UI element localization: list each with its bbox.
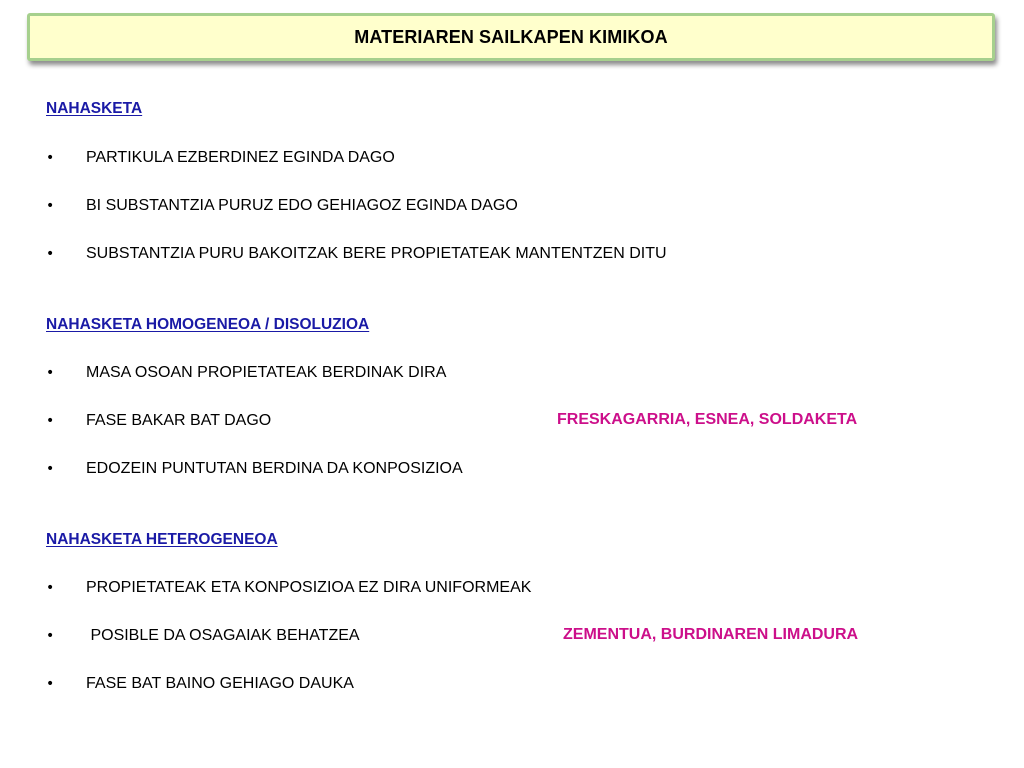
bullet-icon: • bbox=[46, 580, 55, 596]
section-heading-heterogeneoa: NAHASKETA HETEROGENEOA bbox=[46, 531, 278, 548]
list-item bbox=[46, 673, 354, 695]
list-item bbox=[46, 625, 360, 647]
homogeneoa-examples: FRESKAGARRIA, ESNEA, SOLDAKETA bbox=[557, 411, 858, 428]
list-item bbox=[46, 362, 446, 384]
list-item-text: PARTIKULA EZBERDINEZ EGINDA DAGO bbox=[86, 149, 395, 166]
title-box bbox=[27, 13, 995, 61]
bullet-icon: • bbox=[46, 198, 55, 214]
list-item bbox=[46, 195, 518, 217]
section-heading-nahasketa: NAHASKETA bbox=[46, 100, 143, 117]
list-item bbox=[46, 243, 667, 265]
list-item-text: BI SUBSTANTZIA PURUZ EDO GEHIAGOZ EGINDA DAGO bbox=[86, 197, 518, 214]
bullet-icon: • bbox=[46, 676, 55, 692]
list-item-text: PROPIETATEAK ETA KONPOSIZIOA EZ DIRA UNIFORMEAK bbox=[86, 579, 532, 596]
heterogeneoa-examples: ZEMENTUA, BURDINAREN LIMADURA bbox=[563, 626, 859, 643]
bullet-icon: • bbox=[46, 365, 55, 381]
list-item-text: SUBSTANTZIA PURU BAKOITZAK BERE PROPIETATEAK MANTENTZEN DITU bbox=[86, 245, 667, 262]
list-item-text: FASE BAKAR BAT DAGO bbox=[86, 412, 272, 429]
list-item-text: FASE BAT BAINO GEHIAGO DAUKA bbox=[86, 675, 354, 692]
list-item bbox=[46, 458, 463, 480]
list-item bbox=[46, 410, 271, 432]
list-item bbox=[46, 147, 395, 169]
bullet-icon: • bbox=[46, 150, 55, 166]
list-item bbox=[46, 577, 531, 599]
bullet-icon: • bbox=[46, 628, 55, 644]
list-item-text: EDOZEIN PUNTUTAN BERDINA DA KONPOSIZIOA bbox=[86, 460, 463, 477]
section-heading-homogeneoa: NAHASKETA HOMOGENEOA / DISOLUZIOA bbox=[46, 316, 370, 333]
bullet-icon: • bbox=[46, 246, 55, 262]
bullet-icon: • bbox=[46, 461, 55, 477]
list-item-text: POSIBLE DA OSAGAIAK BEHATZEA bbox=[86, 627, 360, 644]
bullet-icon: • bbox=[46, 413, 55, 429]
slide-title: MATERIAREN SAILKAPEN KIMIKOA bbox=[354, 26, 668, 47]
list-item-text: MASA OSOAN PROPIETATEAK BERDINAK DIRA bbox=[86, 364, 447, 381]
